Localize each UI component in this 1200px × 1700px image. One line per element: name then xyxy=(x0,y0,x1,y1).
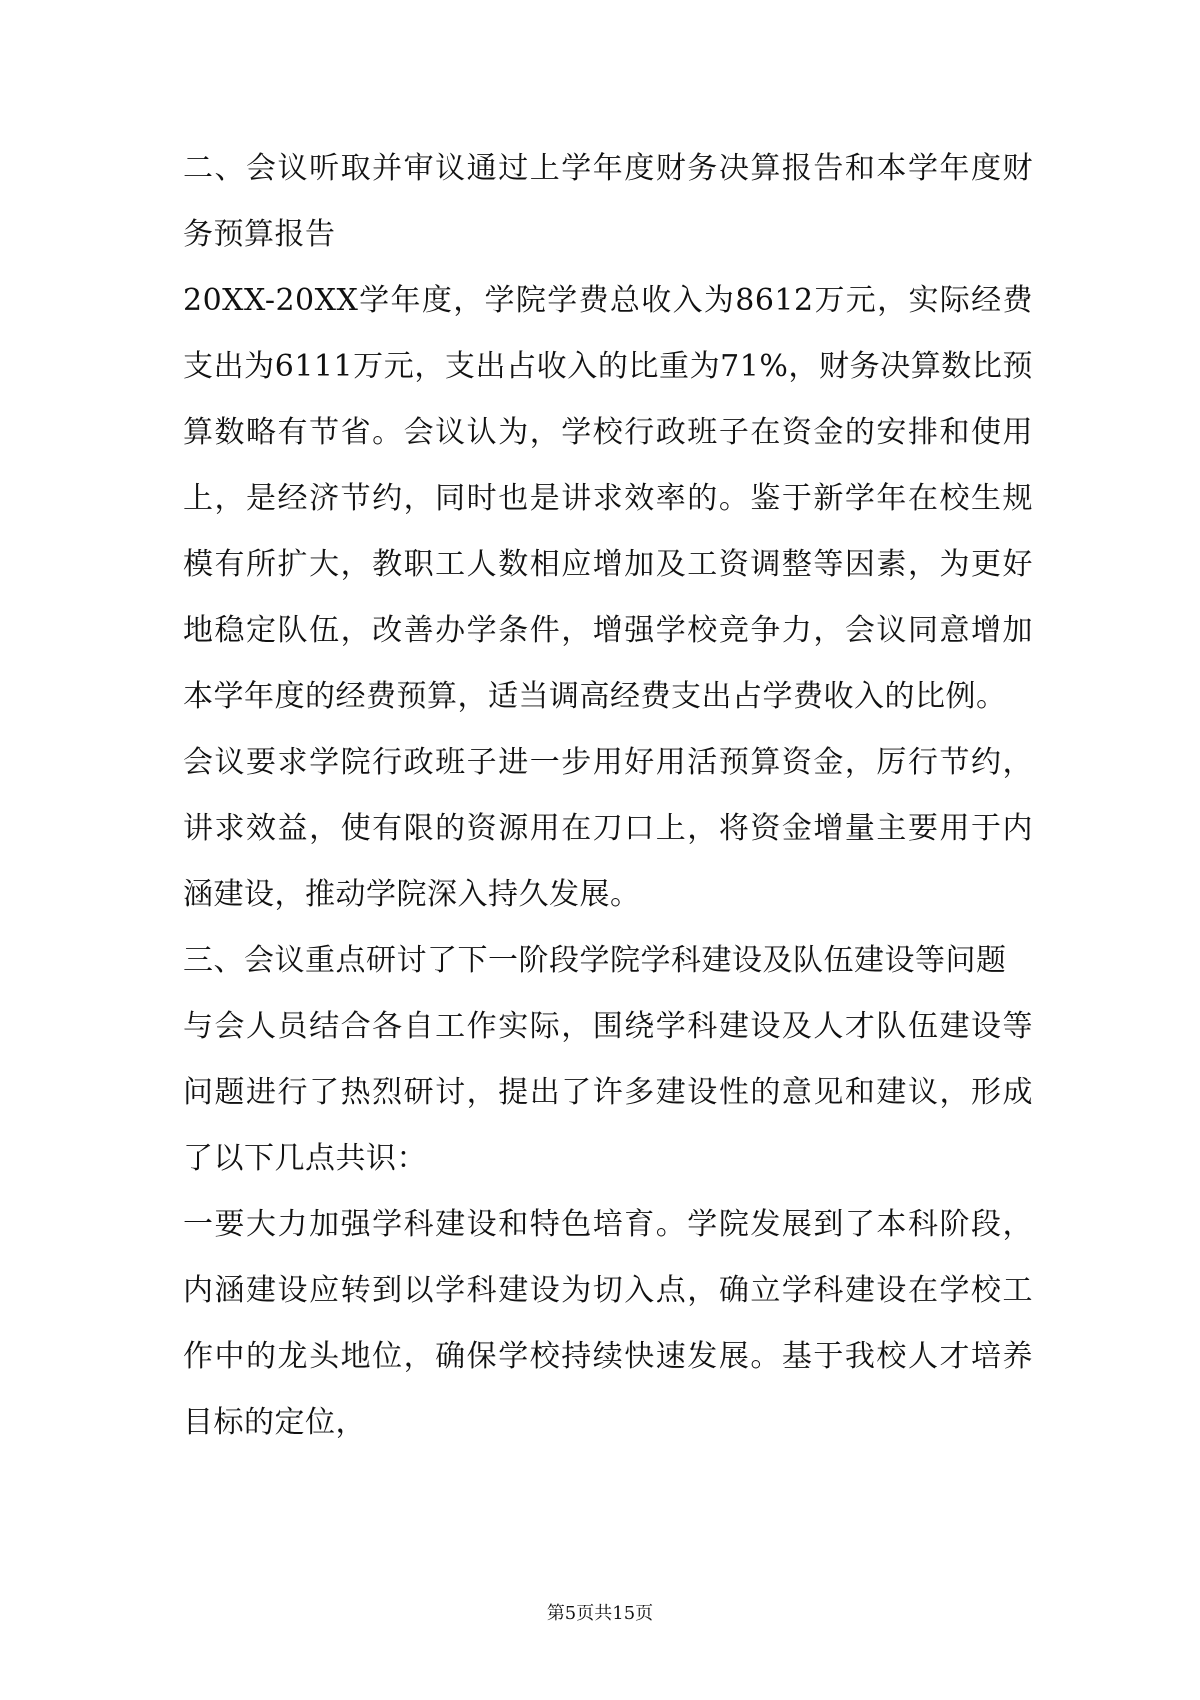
document-body xyxy=(183,136,1033,1456)
paragraph-finance-report: 20XX-20XX学年度，学院学费总收入为8612万元，实际经费支出为6111万元，支出占收入的比重为71%，财务决算数比预算数略有节省。会议认为，学校行政班子在资金的安排和使用上，是经济节约，同时也是讲求效率的。鉴于新学年在校生规模有所扩大，教职工人数相应增加及工资调整等因素，为更好地稳定队伍，改善办学条件，增强学校竞争力，会议同意增加本学年度的经费预算，适当调高经费支出占学费收入的比例。 xyxy=(183,283,1033,714)
section-heading-finance: 二、会议听取并审议通过上学年度财务决算报告和本学年度财务预算报告 xyxy=(183,151,1033,252)
paragraph-consensus-one: 一要大力加强学科建设和特色培育。学院发展到了本科阶段，内涵建设应转到以学科建设为切入点，确立学科建设在学校工作中的龙头地位，确保学校持续快速发展。基于我校人才培养目标的定位， xyxy=(183,1207,1033,1440)
paragraph-discussion: 与会人员结合各自工作实际，围绕学科建设及人才队伍建设等问题进行了热烈研讨，提出了许多建设性的意见和建议，形成了以下几点共识： xyxy=(183,1009,1033,1176)
page-number-footer: 第5页共15页 xyxy=(546,1603,654,1624)
section-heading-discipline: 三、会议重点研讨了下一阶段学院学科建设及队伍建设等问题 xyxy=(183,943,1007,978)
paragraph-budget-requirement: 会议要求学院行政班子进一步用好用活预算资金，厉行节约，讲求效益，使有限的资源用在刀口上，将资金增量主要用于内涵建设，推动学院深入持久发展。 xyxy=(183,745,1033,912)
